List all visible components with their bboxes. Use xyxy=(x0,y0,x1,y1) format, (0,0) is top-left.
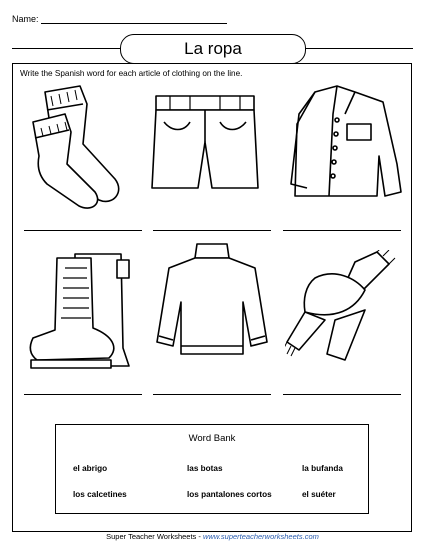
footer xyxy=(0,532,425,541)
word-bank xyxy=(55,424,369,514)
answer-line[interactable] xyxy=(153,230,271,231)
word-bank-item: las botas xyxy=(187,464,223,473)
footer-link[interactable]: www.superteacherworksheets.com xyxy=(202,532,319,541)
answer-line[interactable] xyxy=(24,394,142,395)
answer-line[interactable] xyxy=(283,394,401,395)
name-label: Name: xyxy=(12,14,39,24)
footer-brand: Super Teacher Worksheets xyxy=(106,532,197,541)
answer-line[interactable] xyxy=(153,394,271,395)
boots-icon xyxy=(25,248,135,373)
word-bank-item: el abrigo xyxy=(73,464,108,473)
page-title xyxy=(120,34,306,64)
answer-line[interactable] xyxy=(283,230,401,231)
word-bank-item: los calcetines xyxy=(73,490,127,499)
socks-icon xyxy=(25,84,135,214)
name-field xyxy=(12,14,227,24)
word-bank-item: la bufanda xyxy=(302,464,343,473)
coat-icon xyxy=(285,84,410,204)
instructions: Write the Spanish word for each article of clothing on the line. xyxy=(20,69,243,78)
name-line[interactable] xyxy=(41,14,227,24)
shorts-icon xyxy=(150,92,260,202)
page-title-text: La ropa xyxy=(184,39,242,58)
word-bank-title: Word Bank xyxy=(188,433,236,444)
word-bank-item: el suéter xyxy=(302,490,336,499)
scarf-icon xyxy=(285,250,410,370)
answer-line[interactable] xyxy=(24,230,142,231)
word-bank-item: los pantalones cortos xyxy=(187,490,272,499)
footer-separator: - xyxy=(196,532,203,541)
sweater-icon xyxy=(155,242,270,367)
